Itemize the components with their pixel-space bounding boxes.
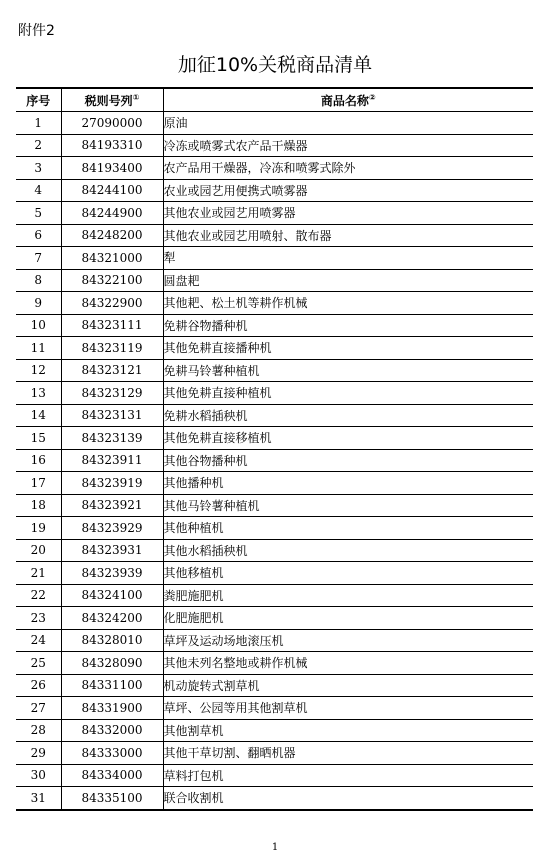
row-index: 7 [16, 247, 61, 270]
table-row [16, 787, 533, 810]
row-index: 13 [16, 382, 61, 405]
tariff-code: 27090000 [61, 112, 163, 135]
table-row [16, 494, 533, 517]
table-row [16, 157, 533, 180]
goods-name: 联合收割机 [163, 787, 533, 810]
row-index: 10 [16, 314, 61, 337]
column-header-index [16, 88, 61, 112]
tariff-code: 84323139 [61, 427, 163, 450]
goods-name: 其他免耕直接播种机 [163, 337, 533, 360]
row-index: 25 [16, 652, 61, 675]
tariff-code: 84323939 [61, 562, 163, 585]
goods-name: 其他免耕直接种植机 [163, 382, 533, 405]
table-row [16, 584, 533, 607]
row-index: 30 [16, 764, 61, 787]
column-header-index-label: 序号 [26, 93, 51, 108]
tariff-code: 84333000 [61, 742, 163, 765]
row-index: 2 [16, 134, 61, 157]
goods-name: 其他割草机 [163, 719, 533, 742]
row-index: 18 [16, 494, 61, 517]
page-number: 1 [271, 842, 279, 853]
row-index: 20 [16, 539, 61, 562]
goods-name: 其他农业或园艺用喷雾器 [163, 202, 533, 225]
footnote-marker: ② [368, 92, 376, 102]
tariff-code: 84323119 [61, 337, 163, 360]
tariff-code: 84324200 [61, 607, 163, 630]
table-row [16, 607, 533, 630]
table-row [16, 134, 533, 157]
tariff-code: 84321000 [61, 247, 163, 270]
tariff-code: 84323931 [61, 539, 163, 562]
tariff-code: 84248200 [61, 224, 163, 247]
goods-name: 机动旋转式割草机 [163, 674, 533, 697]
row-index: 28 [16, 719, 61, 742]
row-index: 9 [16, 292, 61, 315]
table-row [16, 652, 533, 675]
tariff-code: 84193400 [61, 157, 163, 180]
tariff-code: 84332000 [61, 719, 163, 742]
table-row [16, 539, 533, 562]
goods-name: 其他种植机 [163, 517, 533, 540]
goods-name: 犁 [163, 247, 533, 270]
goods-name: 圆盘耙 [163, 269, 533, 292]
table-row [16, 449, 533, 472]
table-row [16, 697, 533, 720]
table-row [16, 427, 533, 450]
tariff-code: 84323929 [61, 517, 163, 540]
table-row [16, 742, 533, 765]
table-row [16, 247, 533, 270]
tariff-code: 84328090 [61, 652, 163, 675]
table-row [16, 629, 533, 652]
column-header-name [163, 88, 533, 112]
goods-name: 其他农业或园艺用喷射、散布器 [163, 224, 533, 247]
row-index: 3 [16, 157, 61, 180]
tariff-code: 84323919 [61, 472, 163, 495]
tariff-code: 84328010 [61, 629, 163, 652]
row-index: 26 [16, 674, 61, 697]
tariff-code: 84324100 [61, 584, 163, 607]
goods-name: 冷冻或喷雾式农产品干燥器 [163, 134, 533, 157]
goods-name: 其他移植机 [163, 562, 533, 585]
goods-name: 化肥施肥机 [163, 607, 533, 630]
row-index: 11 [16, 337, 61, 360]
table-row [16, 472, 533, 495]
row-index: 15 [16, 427, 61, 450]
goods-name: 其他水稻插秧机 [163, 539, 533, 562]
goods-name: 其他耙、松土机等耕作机械 [163, 292, 533, 315]
row-index: 27 [16, 697, 61, 720]
tariff-code: 84322900 [61, 292, 163, 315]
tariff-code: 84323131 [61, 404, 163, 427]
attachment-label: 附件2 [18, 23, 55, 39]
goods-name: 粪肥施肥机 [163, 584, 533, 607]
tariff-code: 84323111 [61, 314, 163, 337]
row-index: 8 [16, 269, 61, 292]
row-index: 12 [16, 359, 61, 382]
tariff-code: 84331100 [61, 674, 163, 697]
column-header-code [61, 88, 163, 112]
footnote-marker: ① [132, 92, 140, 102]
goods-name: 免耕水稻插秧机 [163, 404, 533, 427]
goods-name: 其他免耕直接移植机 [163, 427, 533, 450]
table-row [16, 202, 533, 225]
tariff-code: 84322100 [61, 269, 163, 292]
tariff-code: 84244100 [61, 179, 163, 202]
tariff-code: 84335100 [61, 787, 163, 810]
column-header-code-label: 税则号列 [84, 93, 133, 108]
table-row [16, 292, 533, 315]
table-row [16, 562, 533, 585]
table-row [16, 112, 533, 135]
goods-name: 农产品用干燥器，冷冻和喷雾式除外 [163, 157, 533, 180]
tariff-code: 84323911 [61, 449, 163, 472]
goods-name: 其他谷物播种机 [163, 449, 533, 472]
goods-name: 免耕谷物播种机 [163, 314, 533, 337]
goods-name: 农业或园艺用便携式喷雾器 [163, 179, 533, 202]
row-index: 24 [16, 629, 61, 652]
row-index: 31 [16, 787, 61, 810]
table-row [16, 764, 533, 787]
tariff-code: 84331900 [61, 697, 163, 720]
goods-name: 其他未列名整地或耕作机械 [163, 652, 533, 675]
table-row [16, 337, 533, 360]
row-index: 21 [16, 562, 61, 585]
tariff-code: 84323129 [61, 382, 163, 405]
goods-name: 草坪及运动场地滚压机 [163, 629, 533, 652]
table-row [16, 179, 533, 202]
table-row [16, 719, 533, 742]
tariff-goods-table [16, 87, 533, 811]
row-index: 14 [16, 404, 61, 427]
tariff-code: 84334000 [61, 764, 163, 787]
table-header-row [16, 88, 533, 112]
table-row [16, 269, 533, 292]
row-index: 1 [16, 112, 61, 135]
column-header-name-label: 商品名称 [320, 93, 369, 108]
row-index: 16 [16, 449, 61, 472]
table-row [16, 674, 533, 697]
goods-name: 草坪、公园等用其他割草机 [163, 697, 533, 720]
table-row [16, 517, 533, 540]
table-row [16, 382, 533, 405]
goods-name: 草料打包机 [163, 764, 533, 787]
table-row [16, 359, 533, 382]
goods-name: 免耕马铃薯种植机 [163, 359, 533, 382]
page-title: 加征10%关税商品清单 [177, 54, 373, 76]
goods-name: 原油 [163, 112, 533, 135]
tariff-code: 84193310 [61, 134, 163, 157]
row-index: 22 [16, 584, 61, 607]
row-index: 19 [16, 517, 61, 540]
table-row [16, 404, 533, 427]
row-index: 6 [16, 224, 61, 247]
goods-name: 其他马铃薯种植机 [163, 494, 533, 517]
row-index: 4 [16, 179, 61, 202]
row-index: 29 [16, 742, 61, 765]
row-index: 5 [16, 202, 61, 225]
table-row [16, 224, 533, 247]
tariff-code: 84323921 [61, 494, 163, 517]
row-index: 23 [16, 607, 61, 630]
tariff-code: 84323121 [61, 359, 163, 382]
goods-name: 其他播种机 [163, 472, 533, 495]
row-index: 17 [16, 472, 61, 495]
table-row [16, 314, 533, 337]
goods-name: 其他干草切割、翻晒机器 [163, 742, 533, 765]
tariff-code: 84244900 [61, 202, 163, 225]
